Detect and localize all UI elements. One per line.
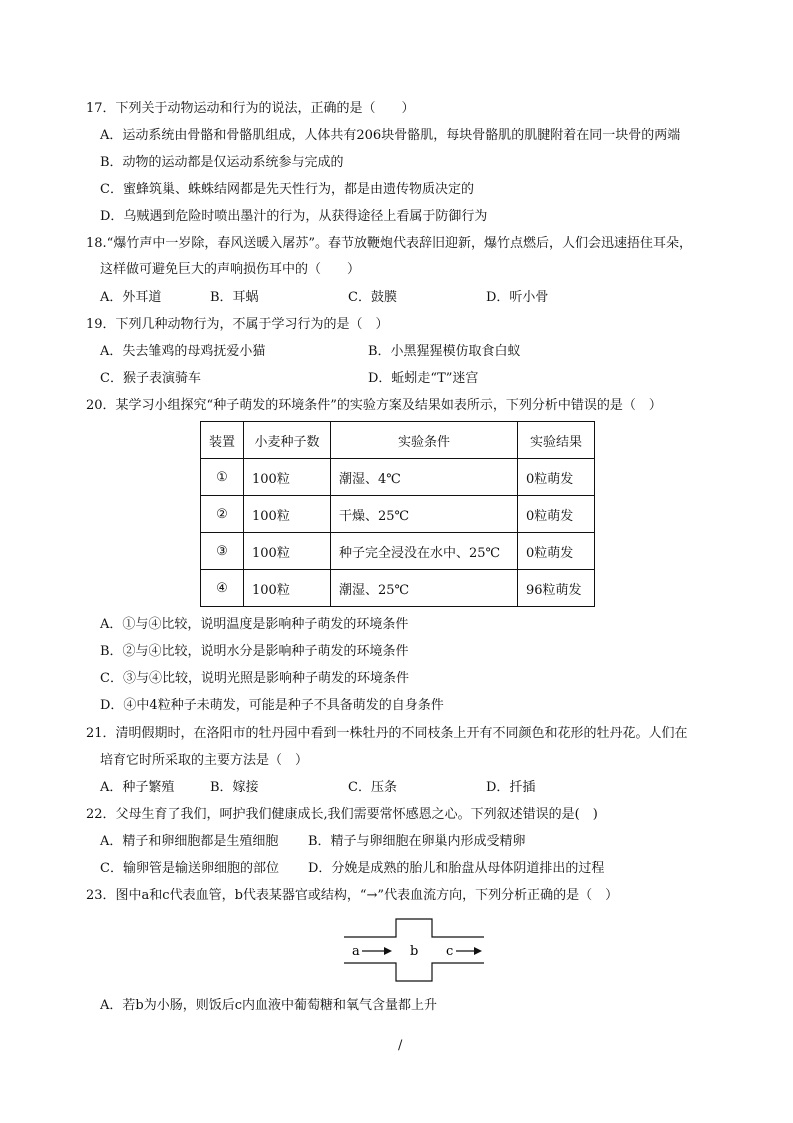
label-b: b: [410, 944, 419, 959]
q19-option-a: A．失去雏鸡的母鸡抚爱小猫: [100, 344, 266, 359]
table-row: [201, 533, 595, 570]
q18-stem-line1: 18.“爆竹声中一岁除，春风送暖入屠苏”。春节放鞭炮代表辞旧迎新，爆竹点燃后，人们会迅速捂住耳朵，: [86, 236, 692, 251]
table-cell: ④: [201, 570, 244, 607]
blood-flow-diagram: [340, 915, 490, 989]
page-number: /: [398, 1038, 403, 1053]
table-cell: ②: [201, 496, 244, 533]
q17-option-c: C．蜜蜂筑巢、蛛蛛结网都是先天性行为，都是由遗传物质决定的: [100, 182, 474, 197]
q20-option-a: A．①与④比较，说明温度是影响种子萌发的环境条件: [100, 617, 409, 632]
table-cell: 干燥、25℃: [331, 496, 518, 533]
q18-stem-line2: 这样做可避免巨大的声响损伤耳中的（ ）: [100, 262, 361, 277]
table-cell: 潮湿、25℃: [331, 570, 518, 607]
table-header-cell: 小麦种子数: [244, 422, 331, 459]
q17-option-a: A．运动系统由骨骼和骨骼肌组成，人体共有206块骨骼肌，每块骨骼肌的肌腱附着在同一块骨的两端: [100, 128, 681, 143]
q22-option-a: A．精子和卵细胞都是生殖细胞: [100, 834, 279, 849]
q22-option-d: D．分娩是成熟的胎儿和胎盘从母体阴道排出的过程: [308, 861, 605, 876]
q21-option-a: A．种子繁殖: [100, 780, 175, 795]
table-cell: ①: [201, 459, 244, 496]
table-header-cell: 实验条件: [331, 422, 518, 459]
q18-option-c: C．鼓膜: [348, 290, 397, 305]
q20-option-d: D．④中4粒种子未萌发，可能是种子不具备萌发的自身条件: [100, 698, 444, 713]
table-row: [201, 570, 595, 607]
q18-option-d: D．听小骨: [486, 290, 549, 305]
table-header-cell: 实验结果: [518, 422, 595, 459]
table-cell: 0粒萌发: [518, 459, 595, 496]
q19-option-c: C．猴子表演骑车: [100, 371, 201, 386]
q20-option-c: C．③与④比较，说明光照是影响种子萌发的环境条件: [100, 671, 409, 686]
q18-option-a: A．外耳道: [100, 290, 162, 305]
q22-stem: 22．父母生育了我们，呵护我们健康成长,我们需要常怀感恩之心。下列叙述错误的是( ): [86, 807, 598, 822]
arrow-in-head: [384, 947, 392, 955]
q21-option-c: C．压条: [348, 780, 397, 795]
experiment-table: [200, 421, 595, 607]
table-cell: 100粒: [244, 570, 331, 607]
table-cell: 种子完全浸没在水中、25℃: [331, 533, 518, 570]
table-cell: 0粒萌发: [518, 533, 595, 570]
table-header-row: [201, 422, 595, 459]
table-cell: 100粒: [244, 459, 331, 496]
q17-option-b: B．动物的运动都是仅运动系统参与完成的: [100, 155, 344, 170]
q18-option-b: B．耳蜗: [210, 290, 259, 305]
q21-option-b: B．嫁接: [210, 780, 259, 795]
label-c: c: [446, 944, 454, 959]
q23-stem: 23．图中a和c代表血管，b代表某器官或结构，“→”代表血流方向，下列分析正确的是（ ）: [86, 888, 619, 903]
table-header-cell: 装置: [201, 422, 244, 459]
table-cell: 潮湿、4℃: [331, 459, 518, 496]
q20-stem: 20．某学习小组探究“种子萌发的环境条件”的实验方案及结果如表所示，下列分析中错误的是（ ）: [86, 398, 662, 413]
table-cell: 100粒: [244, 496, 331, 533]
q17-option-d: D．乌贼遇到危险时喷出墨汁的行为，从获得途径上看属于防御行为: [100, 209, 488, 224]
q22-option-b: B．精子与卵细胞在卵巢内形成受精卵: [308, 834, 526, 849]
arrow-out-head: [474, 947, 482, 955]
q17-stem: 17．下列关于动物运动和行为的说法，正确的是（ ）: [86, 101, 415, 116]
q23-option-a: A．若b为小肠，则饭后c内血液中葡萄糖和氧气含量都上升: [100, 998, 437, 1013]
table-cell: 100粒: [244, 533, 331, 570]
blood-flow-diagram-svg: [340, 915, 490, 985]
q19-stem: 19．下列几种动物行为，不属于学习行为的是（ ）: [86, 317, 389, 332]
q21-stem-line2: 培育它时所采取的主要方法是（ ）: [100, 753, 309, 768]
q20-option-b: B．②与④比较，说明水分是影响种子萌发的环境条件: [100, 644, 409, 659]
table-row: [201, 459, 595, 496]
table-row: [201, 496, 595, 533]
q19-option-b: B．小黑猩猩模仿取食白蚁: [368, 344, 521, 359]
table-cell: 0粒萌发: [518, 496, 595, 533]
q21-stem-line1: 21．清明假期时，在洛阳市的牡丹园中看到一株牡丹的不同枝条上开有不同颜色和花形的牡丹花。人们在: [86, 726, 688, 741]
q19-option-d: D．蚯蚓走“T”迷宫: [368, 371, 479, 386]
table-cell: 96粒萌发: [518, 570, 595, 607]
q22-option-c: C．输卵管是输送卵细胞的部位: [100, 861, 279, 876]
label-a: a: [352, 944, 360, 959]
q21-option-d: D．扦插: [486, 780, 536, 795]
table-cell: ③: [201, 533, 244, 570]
